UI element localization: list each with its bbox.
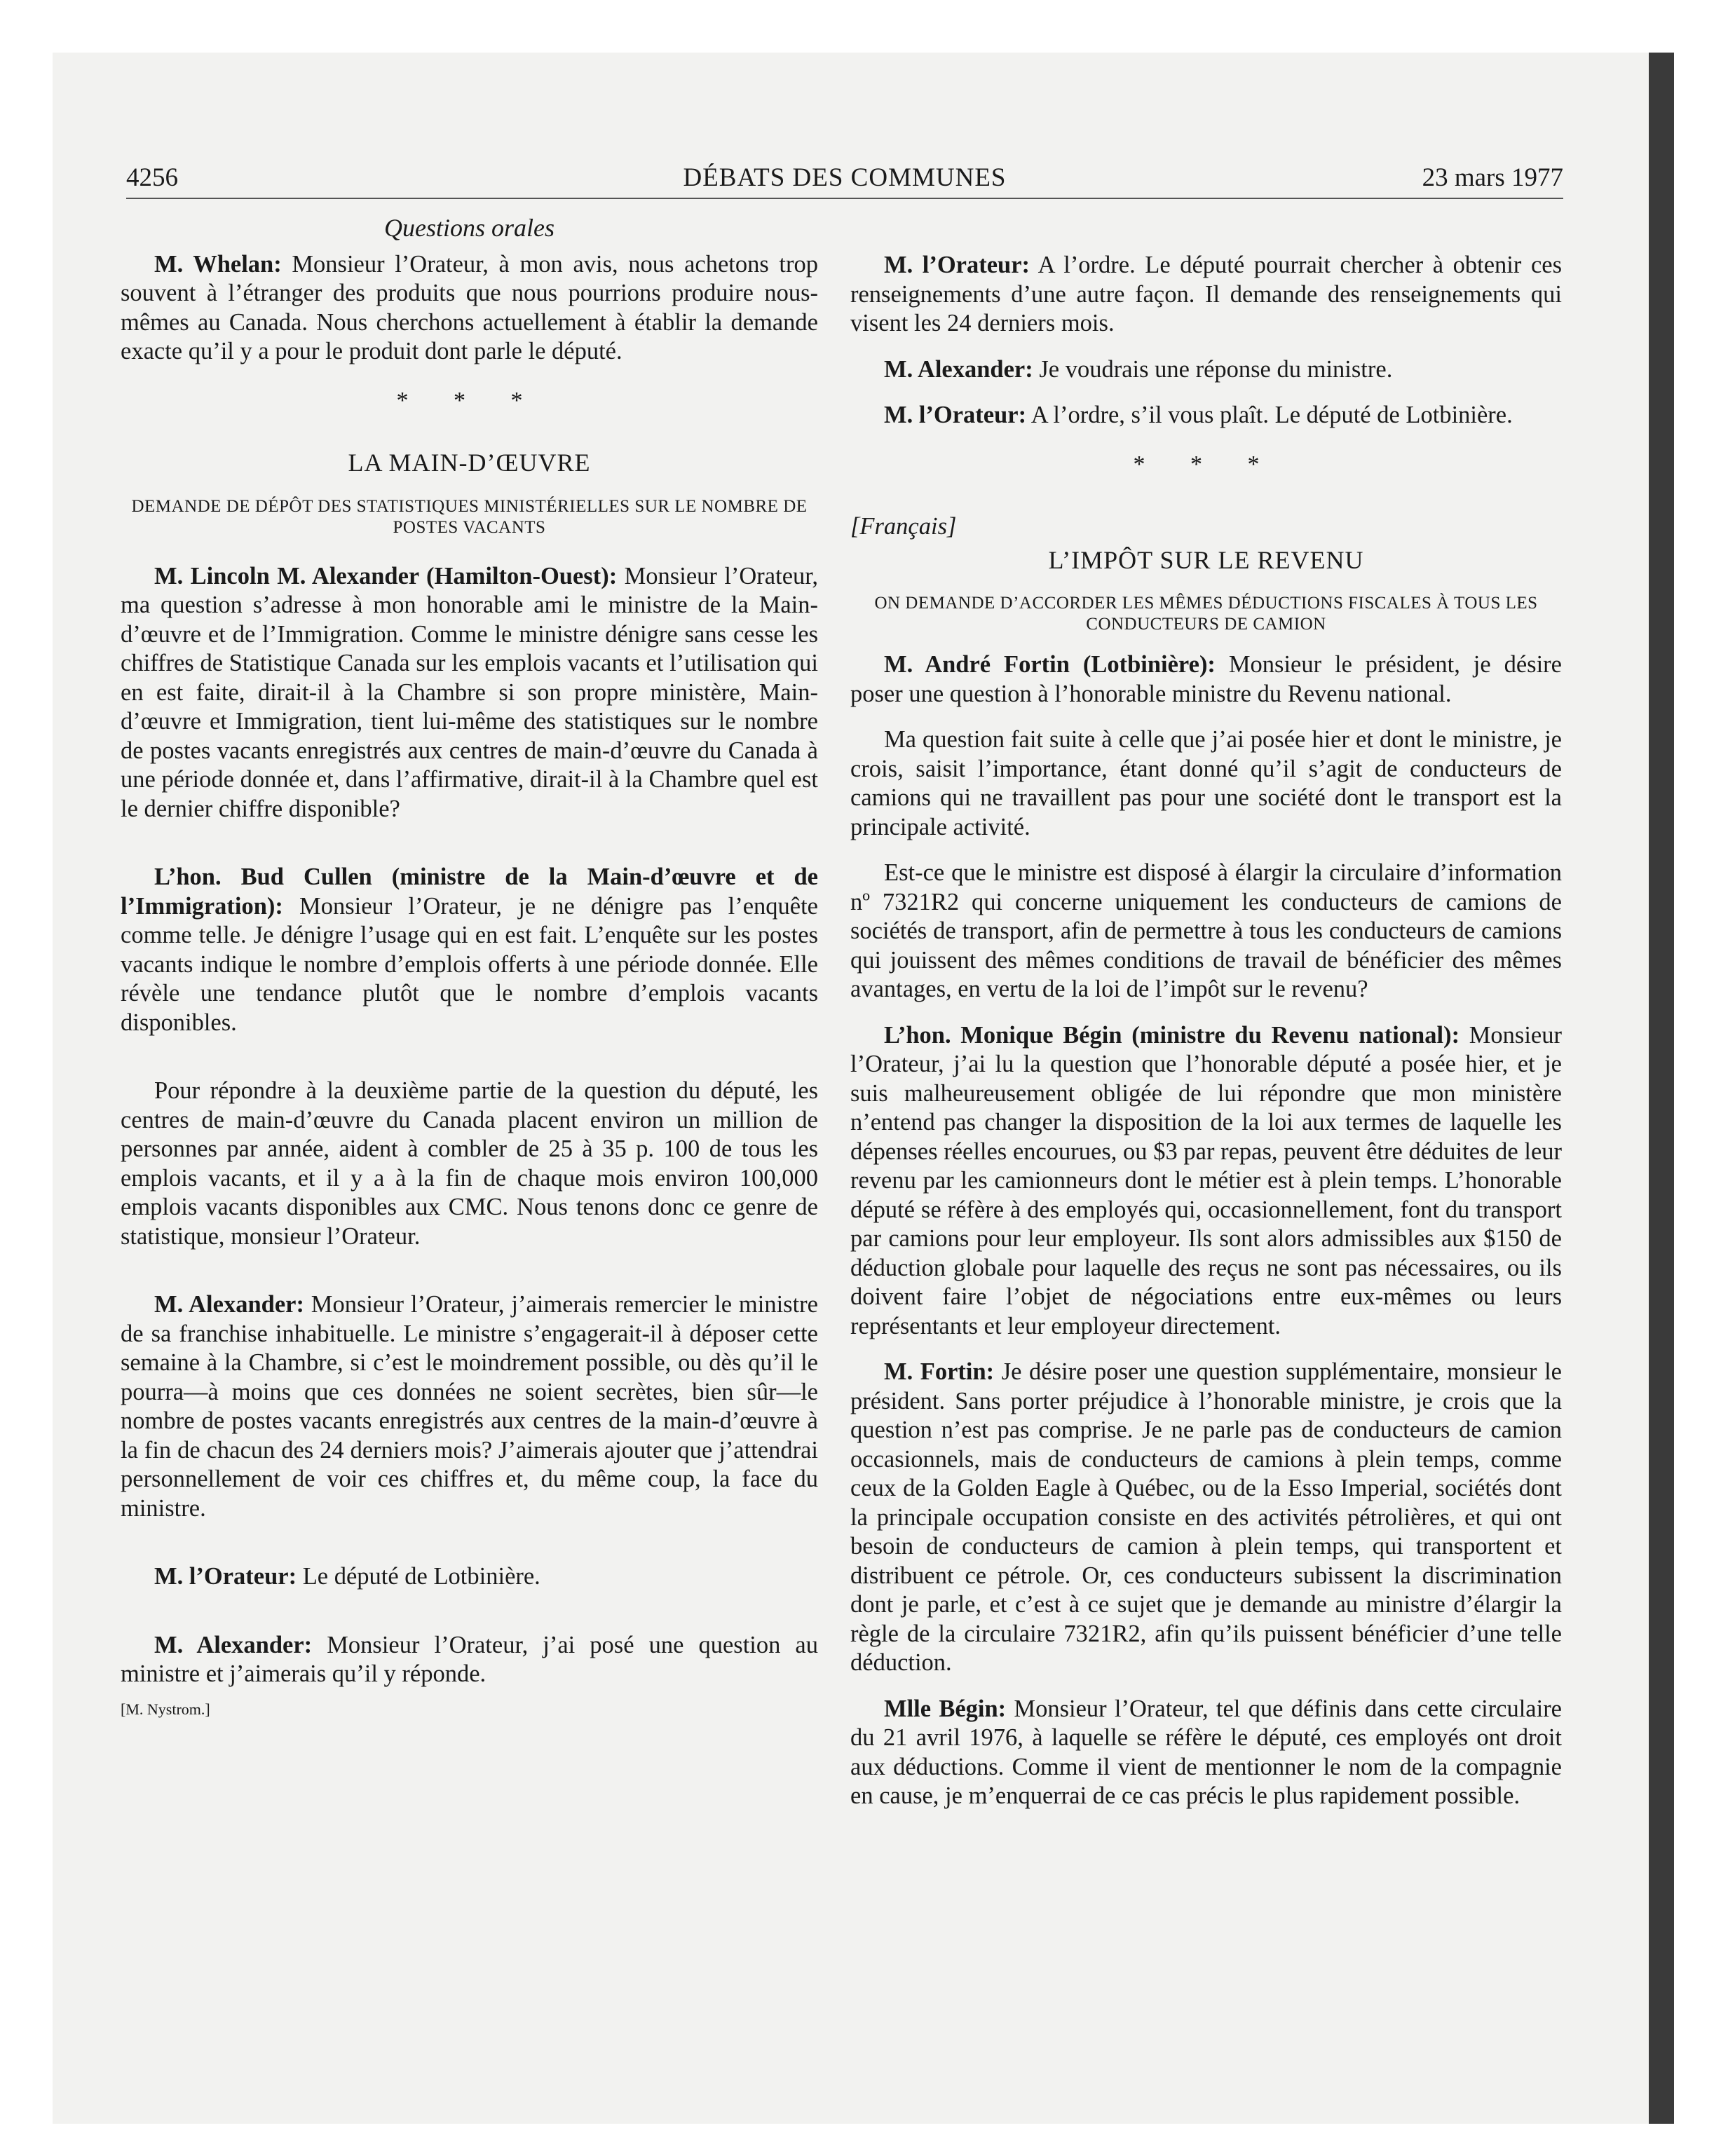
speaker: M. Fortin: bbox=[884, 1358, 995, 1385]
page-header bbox=[126, 163, 1563, 199]
paragraph-text: A l’ordre. Le député pourrait chercher à obtenir ces renseignements d’une autre façon. Il demande des renseignements qui visent les 24 derniers mois. bbox=[850, 252, 1562, 336]
paragraph-text: Monsieur le président, je désire poser une question à l’honorable ministre du Revenu national. bbox=[850, 651, 1562, 707]
paragraph bbox=[121, 250, 818, 367]
paragraph bbox=[850, 251, 1562, 339]
paragraph bbox=[121, 562, 818, 824]
paragraph bbox=[121, 1077, 818, 1251]
paragraph-text: Monsieur l’Orateur, j’ai lu la question que l’honorable député a posée hier, et je suis malheureusement obligée de lui répondre que mon ministère n’entend pas changer la disposition de la loi aux termes de laquelle les dépenses réelles encourues, ou $3 par repas, peuvent être déduites de leur revenu par les camionneurs dont le métier est à plein temps. L’honorable député se réfère à des employés qui, occasionnellement, font du transport par camions pour leur employeur. Ils sont alors admissibles aux $150 de déduction globale pour laquelle des reçus ne sont pas nécessaires, ou ils doivent faire l’objet de négociations entre eux-mêmes ou leurs représentants et leur employeur directement. bbox=[850, 1021, 1562, 1339]
paragraph bbox=[850, 401, 1562, 430]
paragraph-text: Je voudrais une réponse du ministre. bbox=[1033, 355, 1393, 383]
paragraph bbox=[121, 863, 818, 1037]
paragraph-text: A l’ordre, s’il vous plaît. Le député de Lotbinière. bbox=[1026, 402, 1513, 428]
paragraph bbox=[121, 1631, 818, 1689]
paragraph-text: Monsieur l’Orateur, ma question s’adresse à mon honorable ami le ministre de la Main-d’œuvre et de l’Immigration. Comme le ministre dénigre sans cesse les chiffres de Statistique Canada sur les emplois vacants et l’utilisation qui en est faite, dirait-il à la Chambre si son propre ministère, Main-d’œuvre et Immigration, tient lui-même des statistiques sur le nombre de postes vacants enregistrés aux centres de main-d’œuvre du Canada à une période donnée et, dans l’affirmative, dirait-il à la Chambre quel est le dernier chiffre disponible? bbox=[121, 562, 818, 822]
subtopic-heading: DEMANDE DE DÉPÔT DES STATISTIQUES MINISTÉRIELLES SUR LE NOMBRE DE POSTES VACANTS bbox=[131, 496, 808, 537]
paragraph bbox=[850, 650, 1562, 709]
paragraph-text: Monsieur l’Orateur, tel que définis dans cette circulaire du 21 avril 1976, à laquelle se réfère le député, ces employés ont droit aux déductions. Comme il vient de mentionner le nom de la compagnie en cause, je m’enquerrai de ce cas précis le plus rapidement possible. bbox=[850, 1695, 1562, 1809]
paragraph-text: Monsieur l’Orateur, j’aimerais remercier le ministre de sa franchise inhabituelle. Le ministre s’engagerait-il à déposer cette semaine à la Chambre, si c’est le moindrement possible, ou dès qu’il le pourra—à moins que ces données ne soient secrètes, bien sûr—le nombre de postes vacants enregistrés aux centres de la main-d’œuvre à la fin de chacun des 24 derniers mois? J’aimerais ajouter que j’attendrai personnellement de voir ces chiffres et, du même coup, la face du ministre. bbox=[121, 1291, 818, 1522]
paragraph-text: Pour répondre à la deuxième partie de la question du député, les centres de main-d’œuvre du Canada placent environ un million de personnes par année, aident à combler de 25 à 35 p. 100 de tous les emplois vacants, et il y a à la fin de chaque mois environ 100,000 emplois vacants disponibles aux CMC. Nous tenons donc ce genre de statistique, monsieur l’Orateur. bbox=[121, 1077, 818, 1250]
section-label: Questions orales bbox=[384, 214, 554, 242]
topic-heading: LA MAIN-D’ŒUVRE bbox=[348, 449, 591, 477]
paragraph bbox=[121, 1562, 818, 1592]
paragraph bbox=[850, 355, 1562, 385]
paragraph-text: Je désire poser une question supplémentaire, monsieur le président. Sans porter préjudice à l’honorable ministre, je crois que la question n’est pas comprise. Je ne parle pas de conducteurs de camion occasionnels, mais de conducteurs de camions à plein temps, comme ceux de la Golden Eagle à Québec, ou de la Esso Imperial, sociétés dont la principale occupation consiste en des activités pétrolières, et qui ont besoin de conducteurs de camion à plein temps, qui transportent et distribuent ce pétrole. Or, ces conducteurs subissent la discrimination dont je parle, et c’est à ce sujet que je demande au ministre d’élargir la règle de la circulaire 7321R2, afin qu’ils puissent bénéficier d’une telle déduction. bbox=[850, 1358, 1562, 1676]
topic-heading: L’IMPÔT SUR LE REVENU bbox=[1048, 545, 1364, 574]
publication-title: DÉBATS DES COMMUNES bbox=[683, 163, 1007, 192]
paragraph-text: Est-ce que le ministre est disposé à élargir la circulaire d’information nº 7321R2 qui concerne uniquement les conducteurs de camions de sociétés de transport, afin de permettre à tous les conducteurs de camions qui jouissent des mêmes conditions de travail de bénéficier des mêmes avantages, en vertu de la loi de l’impôt sur le revenu? bbox=[850, 859, 1562, 1002]
section-separator: * * * bbox=[396, 387, 543, 414]
page-number: 4256 bbox=[126, 163, 178, 192]
speaker: M. l’Orateur: bbox=[884, 402, 1027, 428]
paragraph-text: Monsieur l’Orateur, à mon avis, nous achetons trop souvent à l’étranger des produits que nous pourrions produire nous-mêmes au Canada. Nous cherchons actuellement à établir la demande exacte qu’il y a pour le produit dont parle le député. bbox=[121, 250, 818, 364]
paragraph bbox=[850, 1358, 1562, 1678]
right-column bbox=[850, 251, 1562, 1828]
speaker: L’hon. Bud Cullen (ministre de la Main-d’œuvre et de l’Immigration): bbox=[121, 864, 818, 920]
language-label: [Français] bbox=[850, 513, 957, 540]
left-column bbox=[121, 214, 818, 1724]
speaker: M. Alexander: bbox=[154, 1631, 313, 1658]
speaker: M. Whelan: bbox=[154, 250, 282, 278]
paragraph bbox=[850, 725, 1562, 842]
speaker: M. Alexander: bbox=[154, 1291, 304, 1318]
paragraph bbox=[850, 1021, 1562, 1342]
paragraph-text: Ma question fait suite à celle que j’ai posée hier et dont le ministre, je crois, saisit l’importance, étant donné qu’il s’agit de conducteurs de camions qui ne travaillent pas pour une société dont le transport est la principale activité. bbox=[850, 726, 1562, 840]
paragraph bbox=[850, 859, 1562, 1004]
section-separator: * * * bbox=[1133, 451, 1279, 477]
paragraph-text: Le député de Lotbinière. bbox=[297, 1563, 540, 1590]
footer-note: [M. Nystrom.] bbox=[121, 1700, 210, 1718]
paragraph-text: Monsieur l’Orateur, j’ai posé une question au ministre et j’aimerais qu’il y réponde. bbox=[121, 1631, 818, 1687]
speaker: M. André Fortin (Lotbinière): bbox=[884, 651, 1216, 678]
page-date: 23 mars 1977 bbox=[1422, 163, 1563, 192]
speaker: Mlle Bégin: bbox=[884, 1695, 1007, 1722]
speaker: M. Lincoln M. Alexander (Hamilton-Ouest): bbox=[154, 562, 618, 589]
speaker: L’hon. Monique Bégin (ministre du Revenu national): bbox=[884, 1021, 1460, 1049]
speaker: M. Alexander: bbox=[884, 355, 1033, 383]
subtopic-heading: ON DEMANDE D’ACCORDER LES MÊMES DÉDUCTIONS FISCALES À TOUS LES CONDUCTEURS DE CAMION bbox=[874, 594, 1538, 634]
scan-edge-bar bbox=[1649, 53, 1674, 2124]
paragraph-text: Monsieur l’Orateur, je ne dénigre pas l’enquête comme telle. Je dénigre l’usage qui en est fait. L’enquête sur les postes vacants indique le nombre d’emplois offerts à une période donnée. Elle révèle une tendance plutôt que le nombre d’emplois vacants disponibles. bbox=[121, 892, 818, 1036]
paragraph bbox=[850, 1695, 1562, 1811]
speaker: M. l’Orateur: bbox=[884, 252, 1030, 278]
paragraph bbox=[121, 1290, 818, 1523]
speaker: M. l’Orateur: bbox=[154, 1563, 297, 1590]
